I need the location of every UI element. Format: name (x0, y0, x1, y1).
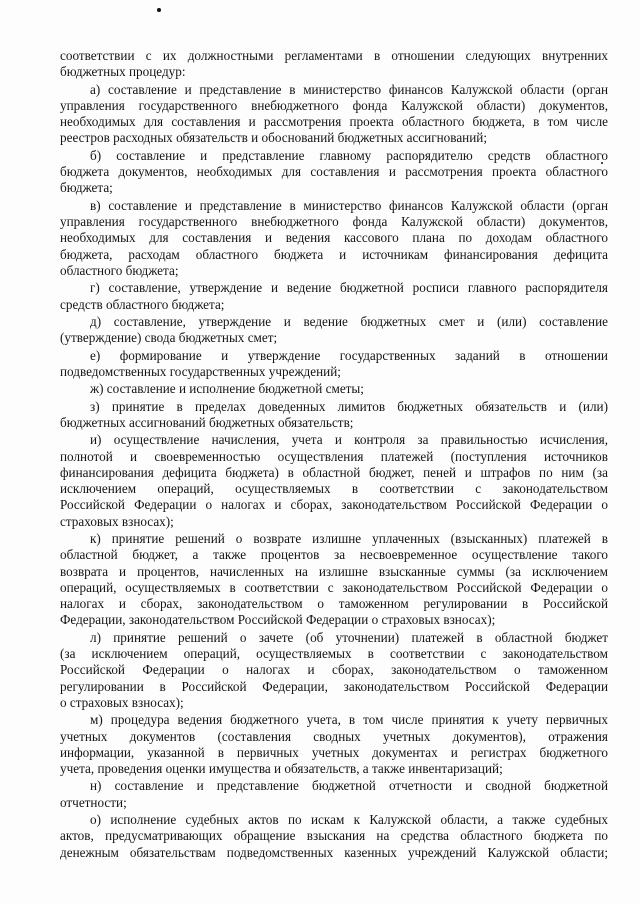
paragraph-b-line: б) составление и представление главному распорядителю средств областного (90, 147, 608, 163)
text-line: Российской Федерации о налогах и сборах, законодательством Российской Федерации о (60, 497, 608, 513)
text-line: бюджета документов, необходимых для составления и рассмотрения проекта областного (60, 164, 608, 180)
text-line: Федерации, законодательством Российской Федерации о страховых взносах); (60, 612, 496, 628)
scan-speck (157, 8, 161, 12)
text-line: управления государственного внебюджетного фонда Калужской области) документов, (60, 214, 608, 230)
text-line: областного бюджета; (60, 262, 179, 278)
text-line: соответствии с их должностными регламентами в отношении следующих внутренних (60, 48, 608, 63)
text-line: информации, указанной в первичных учетных документах и регистрах бюджетного (60, 744, 608, 760)
paragraph-g-line: г) составление, утверждение и ведение бюджетной росписи главного распорядителя (90, 280, 608, 296)
text-line: (утверждение) свода бюджетных смет; (60, 330, 278, 346)
paragraph-l-line: л) принятие решений о зачете (об уточнении) платежей в областной бюджет (90, 629, 608, 645)
paragraph-zh-line: ж) составление и исполнение бюджетной сметы; (90, 381, 364, 397)
paragraph-v-line: в) составление и представление в министерство финансов Калужской области (орган (90, 197, 608, 213)
text-line: подведомственных государственных учреждений; (60, 363, 341, 379)
paragraph-e-line: е) формирование и утверждение государственных заданий в отношении (90, 347, 608, 363)
text-line: финансирования дефицита бюджета) в областной бюджет, пеней и штрафов по ним (за (60, 464, 608, 480)
text-line: о страховых взносах); (60, 694, 184, 710)
text-line: исключением операций, осуществляемых в соответствии с законодательством (60, 481, 608, 497)
paragraph-z-line: з) принятие в пределах доведенных лимитов бюджетных обязательств и (или) (90, 398, 608, 414)
text-line: областной бюджет, а также процентов за несвоевременное осуществление такого (60, 547, 608, 563)
text-line: страховых взносах); (60, 513, 174, 529)
document-body (60, 48, 608, 861)
text-line: бюджетных ассигнований бюджетных обязательств; (60, 415, 354, 430)
text-line: учетных документов (составления сводных учетных документов), отражения (60, 728, 608, 744)
text-line: полнотой и своевременностью осуществления платежей (поступления источников (60, 448, 608, 464)
text-line: бюджета; (60, 180, 113, 196)
text-line: управления государственного внебюджетного фонда Калужской области) документов, (60, 97, 608, 113)
text-line: необходимых для составления и ведения кассового плана по доходам областного (60, 230, 608, 246)
paragraph-d-line: д) составление, утверждение и ведение бюджетных смет и (или) составление (90, 313, 608, 329)
paragraph-a-line: а) составление и представление в министерство финансов Калужской области (орган (90, 81, 608, 97)
text-line: Российской Федерации о налогах и сборах, законодательством о таможенном (60, 662, 608, 678)
text-line: операций, осуществляемых в соответствии с законодательством Российской Федерации о (60, 579, 608, 595)
text-line: возврата и процентов, начисленных на излишне взысканные суммы (за исключением (60, 563, 608, 579)
text-line: (за исключением операций, осуществляемых в соответствии с законодательством (60, 646, 608, 662)
paragraph-k-line: к) принятие решений о возврате излишне уплаченных (взысканных) платежей в (90, 531, 608, 547)
paragraph-m-line: м) процедура ведения бюджетного учета, в том числе принятия к учету первичных (90, 712, 608, 728)
text-line: бюджетных процедур: (60, 64, 186, 80)
text-line: учета, проведения оценки имущества и обязательств, а также инвентаризаций; (60, 761, 503, 776)
text-line: денежным обязательствам подведомственных казенных учреждений Калужской области; (60, 844, 608, 860)
text-line: регулировании в Российской Федерации, законодательством Российской Федерации (60, 678, 608, 694)
text-line: необходимых для составления и рассмотрения проекта областного бюджета, в том числе (60, 114, 608, 130)
text-line: реестров расходных обязательств и обоснований бюджетных ассигнований; (60, 130, 488, 146)
text-line: отчетности; (60, 794, 127, 810)
text-line: актов, предусматривающих обращение взыскания на средства областного бюджета по (60, 828, 608, 844)
paragraph-n-line: н) составление и представление бюджетной отчетности и сводной бюджетной (90, 778, 608, 794)
paragraph-i-line: и) осуществление начисления, учета и контроля за правильностью исчисления, (90, 432, 608, 448)
text-line: бюджета, расходам областного бюджета и источникам финансирования дефицита (60, 246, 608, 262)
text-line: средств областного бюджета; (60, 296, 225, 312)
paragraph-o-line: о) исполнение судебных актов по искам к Калужской области, а также судебных (90, 812, 608, 828)
text-line: налогах и сборах, законодательством о таможенном регулировании в Российской (60, 596, 608, 612)
